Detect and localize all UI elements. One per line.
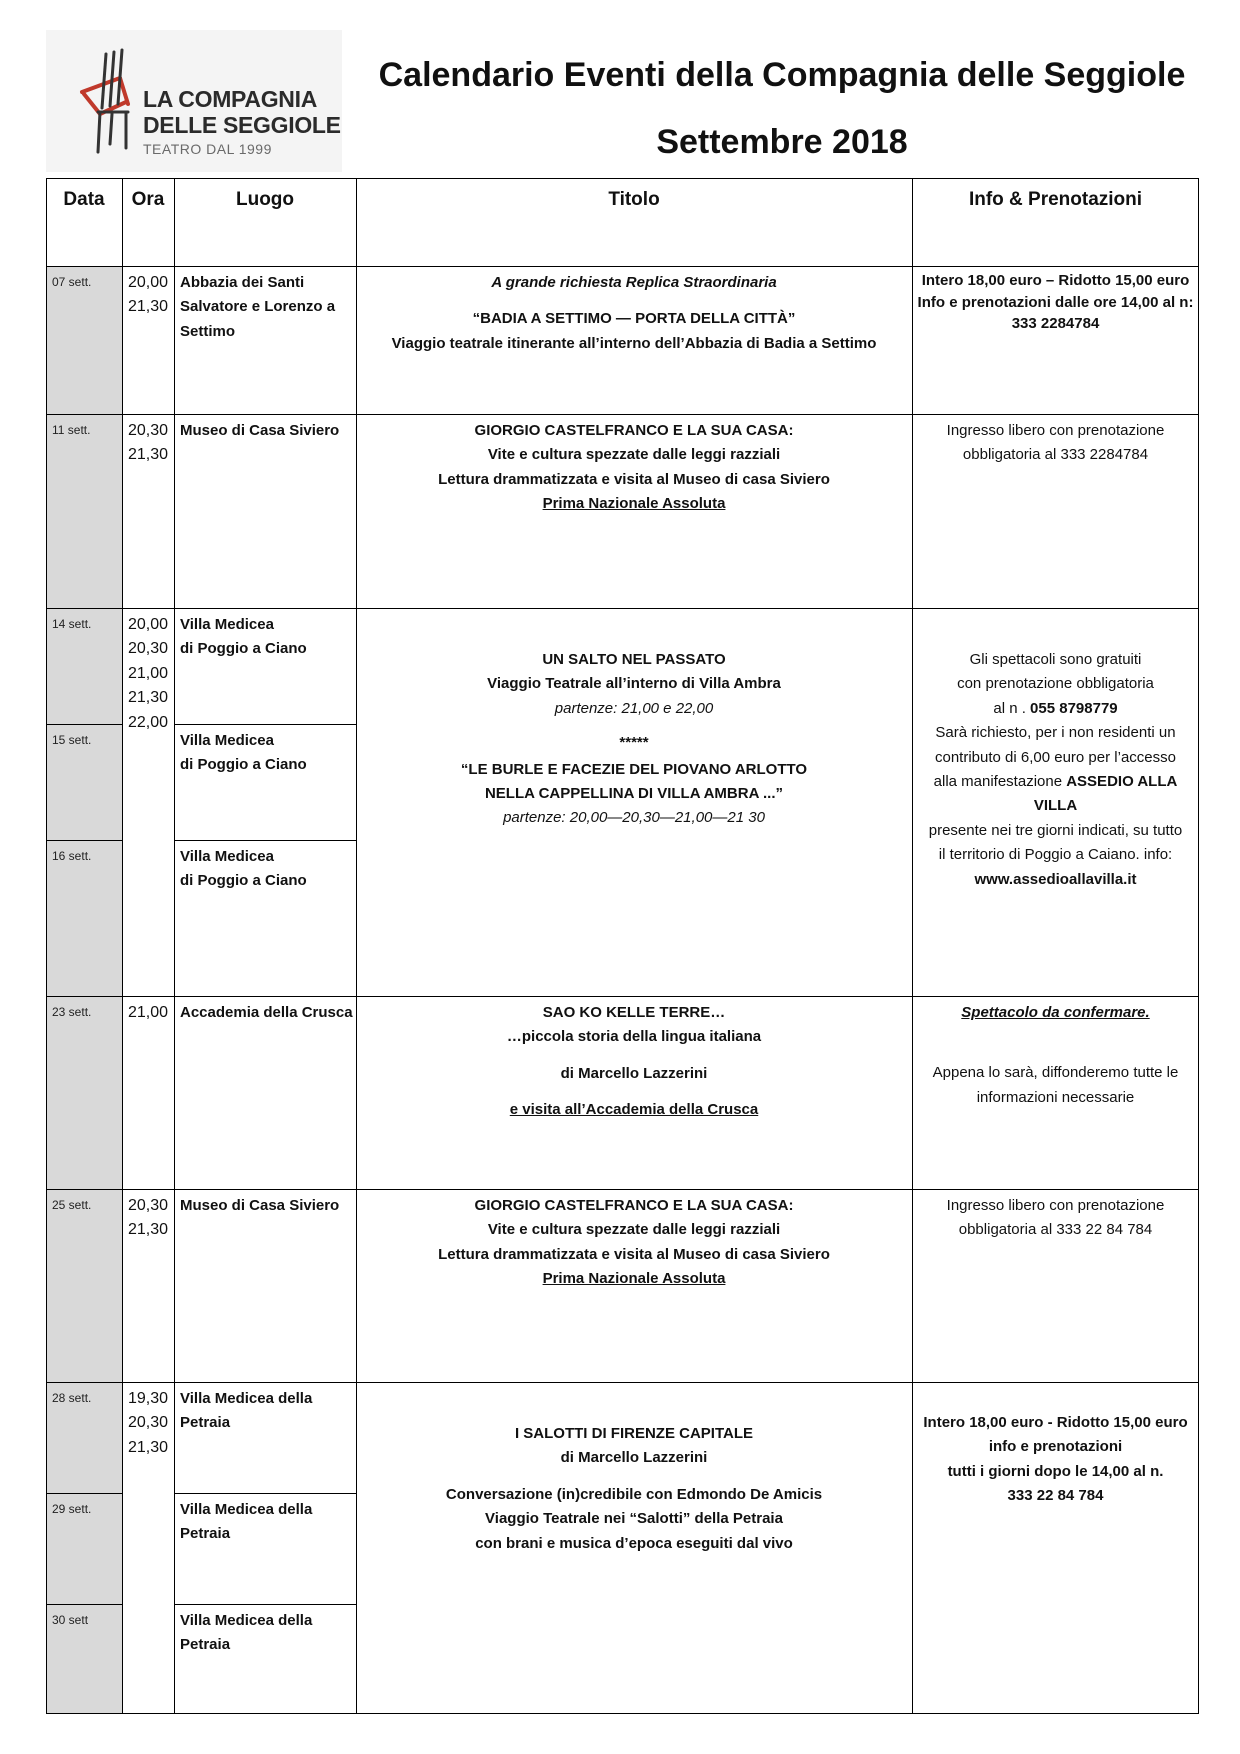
event-date: 15 sett. [52, 733, 92, 747]
event-place: Museo di Casa Siviero [180, 1197, 340, 1214]
event-place: Museo di Casa Siviero [180, 422, 340, 439]
event-date: 07 sett. [52, 275, 92, 289]
event-title: GIORGIO CASTELFRANCO E LA SUA CASA: Vite e cultura spezzate dalle leggi razziali Lettura drammatizzata e visita al Museo di casa Siviero Prima Nazionale Assoluta [438, 422, 830, 513]
logo-line-2: DELLE SEGGIOLE [143, 112, 341, 138]
event-place: Accademia della Crusca [180, 1004, 353, 1021]
event-date: 11 sett. [52, 423, 91, 437]
event-title: GIORGIO CASTELFRANCO E LA SUA CASA: Vite e cultura spezzate dalle leggi razziali Lettura drammatizzata e visita al Museo di casa Siviero Prima Nazionale Assoluta [438, 1197, 830, 1288]
event-date: 16 sett. [52, 849, 92, 863]
company-logo [46, 30, 342, 172]
event-info: Ingresso libero con prenotazione obbligatoria al 333 22 84 784 [946, 1197, 1165, 1239]
event-place: Villa Medicea di Poggio a Ciano [180, 616, 307, 658]
event-title: I SALOTTI DI FIRENZE CAPITALE di Marcello Lazzerini Conversazione (in)credibile con Edmondo De Amicis Viaggio Teatrale nei “Salotti” della Petraia con brani e musica d’epoca eseguiti dal vivo [445, 1425, 823, 1552]
event-info: Spettacolo da confermare. Appena lo sarà, diffonderemo tutte le informazioni necessarie [932, 1004, 1179, 1106]
event-place: Villa Medicea di Poggio a Ciano [180, 732, 307, 774]
event-place: Villa Medicea della Petraia [180, 1501, 313, 1543]
header-titolo: Titolo [608, 189, 660, 210]
event-place: Abbazia dei Santi Salvatore e Lorenzo a Settimo [180, 274, 336, 340]
event-date: 30 sett [52, 1613, 89, 1627]
event-times: 20,00 20,30 21,00 21,30 22,00 [128, 616, 169, 731]
logo-line-1: LA COMPAGNIA [143, 86, 317, 112]
event-title: UN SALTO NEL PASSATO Viaggio Teatrale all’interno di Villa Ambra partenze: 21,00 e 22,00 ***** “LE BURLE E FACEZIE DEL PIOVANO ARLOTTO NELLA CAPPELLINA DI VILLA AMBRA ...” partenze: 20,00—20,30—21,00—21 30 [460, 651, 808, 827]
header-ora: Ora [131, 189, 165, 210]
event-date: 14 sett. [52, 617, 92, 631]
document-title: Calendario Eventi della Compagnia delle Seggiole [378, 56, 1186, 94]
event-link[interactable]: www.assedioallavilla.it [974, 870, 1137, 888]
header-luogo: Luogo [235, 189, 295, 210]
event-date: 23 sett. [52, 1005, 92, 1019]
event-times: 20,30 21,30 [128, 1197, 169, 1239]
header-data: Data [63, 189, 105, 210]
event-title: A grande richiesta Replica Straordinaria “BADIA A SETTIMO — PORTA DELLA CITTÀ” Viaggio teatrale itinerante all’interno dell’Abbazia di Badia a Settimo [391, 274, 877, 352]
event-info: Intero 18,00 euro - Ridotto 15,00 euro info e prenotazioni tutti i giorni dopo le 14,00 al n. 333 22 84 784 [923, 1414, 1188, 1505]
event-times: 19,30 20,30 21,30 [128, 1390, 169, 1456]
event-title: SAO KO KELLE TERRE… …piccola storia della lingua italiana di Marcello Lazzerini e visita all’Accademia della Crusca [506, 1004, 762, 1119]
event-times: 21,00 [128, 1004, 169, 1021]
document-subtitle: Settembre 2018 [656, 123, 908, 161]
event-date: 25 sett. [52, 1198, 92, 1212]
event-date: 28 sett. [52, 1391, 92, 1405]
event-place: Villa Medicea della Petraia [180, 1390, 313, 1432]
event-place: Villa Medicea di Poggio a Ciano [180, 848, 307, 890]
event-times: 20,30 21,30 [128, 422, 169, 464]
event-info: Intero 18,00 euro – Ridotto 15,00 euro Info e prenotazioni dalle ore 14,00 al n: 333 2284784 [917, 272, 1194, 332]
event-info: Gli spettacoli sono gratuiti con prenotazione obbligatoria al n . 055 8798779 Sarà richiesto, per i non residenti un contributo di 6,00 euro per l’accesso alla manifestazione ASSEDIO ALLA VILLA presente nei tre giorni indicati, su tutto il territorio di Poggio a Caiano. info: www.assedioallavilla.it [912, 648, 1199, 892]
logo-line-3: TEATRO DAL 1999 [143, 141, 272, 157]
event-info: Ingresso libero con prenotazione obbligatoria al 333 2284784 [946, 422, 1165, 464]
chairs-logo-icon [76, 48, 140, 156]
events-table [46, 178, 1199, 1714]
event-date: 29 sett. [52, 1502, 92, 1516]
event-place: Villa Medicea della Petraia [180, 1612, 313, 1654]
header-info: Info & Prenotazioni [968, 189, 1143, 210]
event-times: 20,00 21,30 [128, 274, 169, 316]
